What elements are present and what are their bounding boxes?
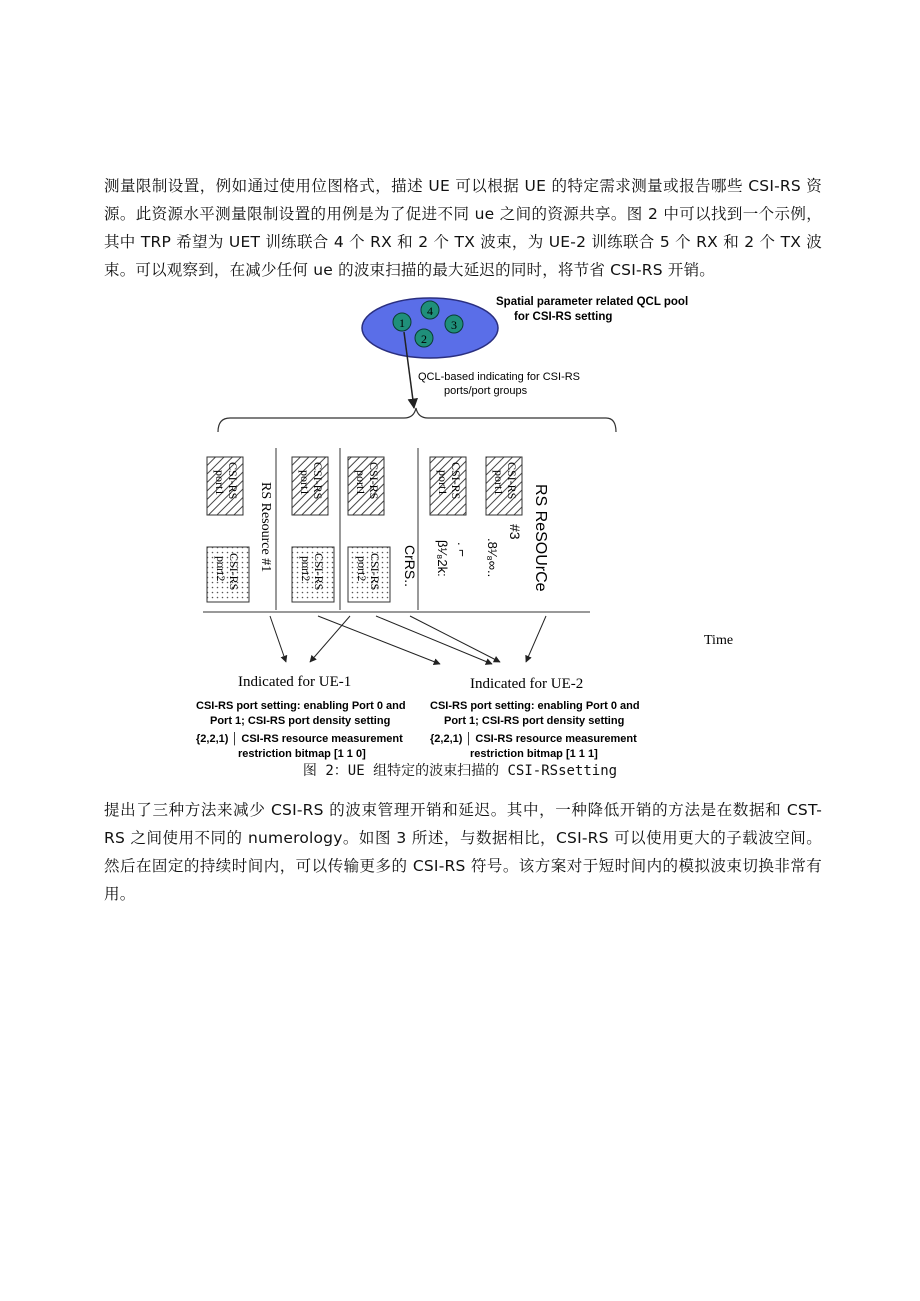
port1-box-3-label-b: port1 <box>354 470 368 496</box>
arrow-ue1-c <box>318 616 440 664</box>
port1-box-5-label-b: port1 <box>492 470 506 496</box>
port2-box-2-label-b: port2 <box>299 556 313 582</box>
qcl-label-line2: ports/port groups <box>444 385 528 397</box>
beam-number-3: 3 <box>451 318 457 332</box>
rs-resource-3-number: #3 <box>507 524 523 540</box>
port1-box-3 <box>348 457 384 515</box>
rs-resource-3-label: RS ReSOUrCe <box>532 484 549 592</box>
port1-box-5 <box>486 457 522 515</box>
garbled-text-2: . ⌐ <box>455 542 470 557</box>
port2-box-1 <box>207 547 249 602</box>
port2-box-3-label-b: port2 <box>355 556 369 582</box>
beam-number-2: 2 <box>421 332 427 346</box>
arrow-ue1-a <box>270 616 286 662</box>
figure-2-diagram <box>0 290 920 760</box>
port1-box-1-label-a: CSI-RS <box>226 462 240 500</box>
time-label: Time <box>704 633 734 648</box>
port2-box-1-label-a: CSI-RS <box>227 553 241 591</box>
ue2-desc-line1: CSI-RS port setting: enabling Port 0 and <box>430 700 640 712</box>
arrow-ue2-b <box>410 616 500 662</box>
ue1-desc-line3: {2,2,1) │ CSI-RS resource measurement <box>196 733 403 745</box>
port1-box-1 <box>207 457 243 515</box>
ue1-desc-line4: restriction bitmap [1 1 0] <box>238 748 366 760</box>
arrow-ue1-b <box>310 616 350 662</box>
ue2-desc-line2: Port 1; CSI-RS port density setting <box>444 715 625 727</box>
garbled-text-1: .8¹⁄₈∞.. <box>485 538 500 578</box>
ue1-label: Indicated for UE-1 <box>238 674 352 690</box>
port1-box-5-label-a: CSI-RS <box>505 462 519 500</box>
port2-box-2-label-a: CSI-RS <box>312 553 326 591</box>
port2-box-3-label-a: CSI-RS <box>368 553 382 591</box>
beam-number-1: 1 <box>399 316 405 330</box>
beam-number-4: 4 <box>427 304 433 318</box>
port1-box-4-label-b: port1 <box>436 470 450 496</box>
port2-box-3 <box>348 547 390 602</box>
port1-box-4 <box>430 457 466 515</box>
qcl-label-line1: QCL-based indicating for CSI-RS <box>418 371 581 383</box>
arrow-ue2-a <box>376 616 492 664</box>
pool-title-line1: Spatial parameter related QCL pool <box>496 296 689 308</box>
port2-box-1-label-b: port2 <box>214 556 228 582</box>
port1-box-2-label-a: CSI-RS <box>311 462 325 500</box>
garbled-text-4: CrRS.. <box>402 545 418 587</box>
port1-box-2-label-b: port1 <box>298 470 312 496</box>
rs-resource-1-label: RS Resource #1 <box>258 482 273 573</box>
ue2-label: Indicated for UE-2 <box>470 676 584 692</box>
port2-box-2 <box>292 547 334 602</box>
brace <box>218 408 616 432</box>
paragraph-1: 测量限制设置，例如通过使用位图格式，描述 UE 可以根据 UE 的特定需求测量或报告哪些 CSI-RS 资源。此资源水平测量限制设置的用例是为了促进不同 ue 之间的资源共享。图 2 中可以找到一个示例，其中 TRP 希望为 UET 训练联合 4 个 RX 和 2 个 TX 波束，为 UE-2 训练联合 5 个 RX 和 2 个 TX 波束。可以观察到，在减少任何 ue 的波束扫描的最大延迟的同时，将节省 CSI-RS 开销。 <box>104 177 822 279</box>
ue1-desc-line2: Port 1; CSI-RS port density setting <box>210 715 391 727</box>
garbled-text-3: β¹⁄₈2k: <box>435 540 450 577</box>
arrow-ue2-c <box>526 616 546 662</box>
pool-title-line2: for CSI-RS setting <box>514 311 613 323</box>
ue2-desc-line3: {2,2,1) │ CSI-RS resource measurement <box>430 733 637 745</box>
ue2-desc-line4: restriction bitmap [1 1 1] <box>470 748 598 760</box>
figure-caption: 图 2：UE 组特定的波束扫描的 CSI-RSsetting <box>302 763 618 779</box>
port1-box-1-label-b: port1 <box>213 470 227 496</box>
port1-box-2 <box>292 457 328 515</box>
ue1-desc-line1: CSI-RS port setting: enabling Port 0 and <box>196 700 406 712</box>
port1-box-4-label-a: CSI-RS <box>449 462 463 500</box>
paragraph-2: 提出了三种方法来减少 CSI-RS 的波束管理开销和延迟。其中，一种降低开销的方法是在数据和 CST-RS 之间使用不同的 numerology。如图 3 所述，与数据相比，CSI-RS 可以使用更大的子载波空间。然后在固定的持续时间内，可以传输更多的 CSI-RS 符号。该方案对于短时间内的模拟波束切换非常有用。 <box>104 801 822 903</box>
port1-box-3-label-a: CSI-RS <box>367 462 381 500</box>
